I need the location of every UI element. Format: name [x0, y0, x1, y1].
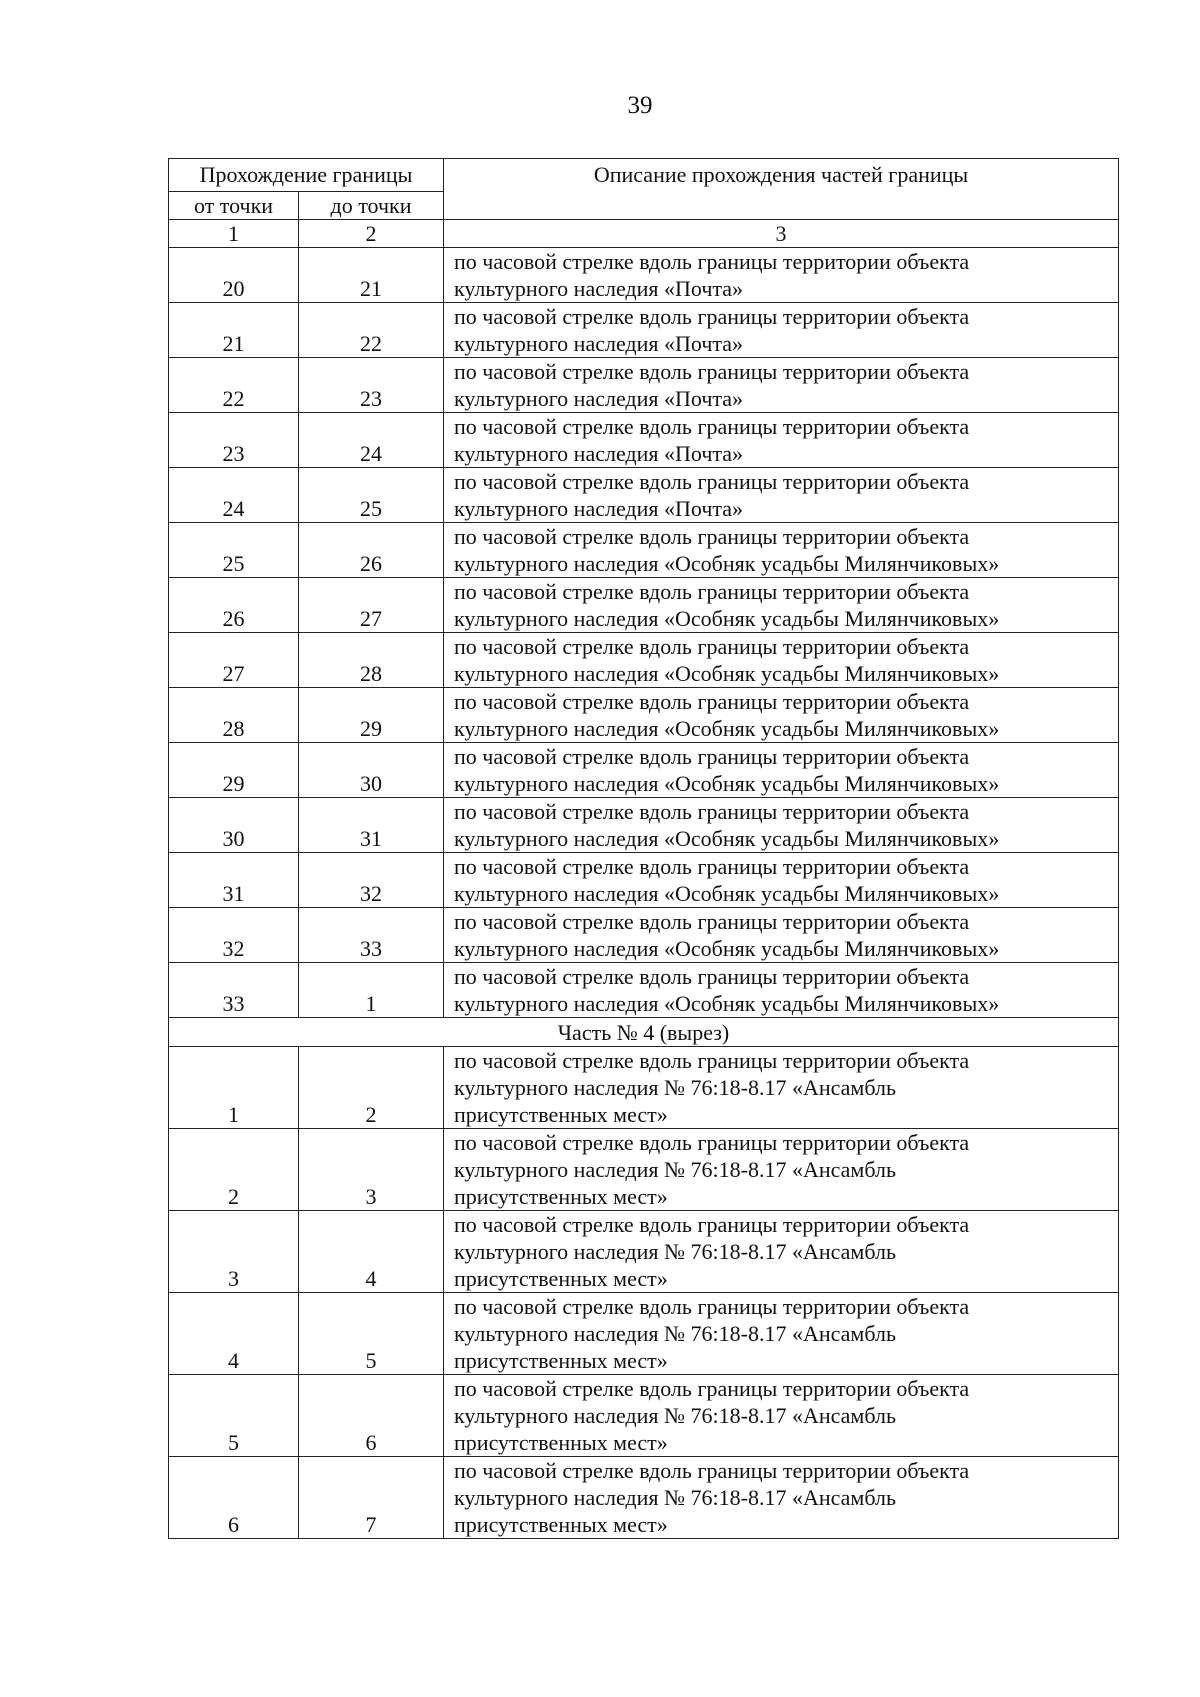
from-point-cell: 26 [169, 578, 299, 633]
description-cell [444, 413, 1119, 468]
header-to-point: до точки [299, 192, 444, 220]
description-line: присутственных мест» [454, 1266, 668, 1291]
header-description: Описание прохождения частей границы [444, 159, 1119, 220]
header-from-point: от точки [169, 192, 299, 220]
description-line: по часовой стрелке вдоль границы территории объекта [454, 359, 970, 384]
description-cell [444, 1129, 1119, 1211]
table-row [169, 303, 1119, 358]
description-line: по часовой стрелке вдоль границы территории объекта [454, 579, 970, 604]
to-point-cell: 33 [299, 908, 444, 963]
description-line: культурного наследия «Почта» [454, 441, 744, 466]
description-line: культурного наследия «Особняк усадьбы Милянчиковых» [454, 771, 1000, 796]
to-point-cell: 3 [299, 1129, 444, 1211]
description-cell [444, 1293, 1119, 1375]
description-line: культурного наследия «Особняк усадьбы Милянчиковых» [454, 991, 1000, 1016]
table-row [169, 248, 1119, 303]
description-line: культурного наследия «Почта» [454, 276, 744, 301]
description-cell [444, 963, 1119, 1018]
from-point-cell: 20 [169, 248, 299, 303]
from-point-cell: 5 [169, 1375, 299, 1457]
from-point-cell: 27 [169, 633, 299, 688]
description-cell [444, 523, 1119, 578]
to-point-cell: 6 [299, 1375, 444, 1457]
from-point-cell: 3 [169, 1211, 299, 1293]
column-number: 3 [444, 220, 1119, 248]
from-point-cell: 1 [169, 1047, 299, 1129]
description-line: присутственных мест» [454, 1102, 668, 1127]
table-row [169, 633, 1119, 688]
to-point-cell: 5 [299, 1293, 444, 1375]
table-row [169, 743, 1119, 798]
from-point-cell: 29 [169, 743, 299, 798]
description-line: культурного наследия «Особняк усадьбы Милянчиковых» [454, 551, 1000, 576]
boundary-table-body [169, 159, 1119, 1539]
description-cell [444, 1375, 1119, 1457]
description-cell [444, 303, 1119, 358]
table-row [169, 1375, 1119, 1457]
table-row [169, 908, 1119, 963]
to-point-cell: 1 [299, 963, 444, 1018]
from-point-cell: 32 [169, 908, 299, 963]
from-point-cell: 21 [169, 303, 299, 358]
description-cell [444, 1457, 1119, 1539]
to-point-cell: 32 [299, 853, 444, 908]
from-point-cell: 2 [169, 1129, 299, 1211]
table-row [169, 1457, 1119, 1539]
table-row [169, 1129, 1119, 1211]
to-point-cell: 26 [299, 523, 444, 578]
description-line: по часовой стрелке вдоль границы территории объекта [454, 414, 970, 439]
from-point-cell: 6 [169, 1457, 299, 1539]
header-row [169, 159, 1119, 192]
description-line: по часовой стрелке вдоль границы территории объекта [454, 249, 970, 274]
description-cell [444, 853, 1119, 908]
column-number-row [169, 220, 1119, 248]
to-point-cell: 29 [299, 688, 444, 743]
table-row [169, 1293, 1119, 1375]
description-line: культурного наследия № 76:18-8.17 «Ансамбль [454, 1403, 896, 1428]
from-point-cell: 4 [169, 1293, 299, 1375]
description-cell [444, 633, 1119, 688]
description-line: культурного наследия «Особняк усадьбы Милянчиковых» [454, 606, 1000, 631]
to-point-cell: 24 [299, 413, 444, 468]
table-row [169, 523, 1119, 578]
table-row [169, 578, 1119, 633]
description-line: культурного наследия «Особняк усадьбы Милянчиковых» [454, 826, 1000, 851]
description-line: по часовой стрелке вдоль границы территории объекта [454, 909, 970, 934]
table-row [169, 468, 1119, 523]
column-number: 2 [299, 220, 444, 248]
to-point-cell: 4 [299, 1211, 444, 1293]
from-point-cell: 23 [169, 413, 299, 468]
description-line: культурного наследия «Почта» [454, 496, 744, 521]
from-point-cell: 28 [169, 688, 299, 743]
description-line: культурного наследия «Особняк усадьбы Милянчиковых» [454, 661, 1000, 686]
to-point-cell: 31 [299, 798, 444, 853]
description-line: культурного наследия «Особняк усадьбы Милянчиковых» [454, 716, 1000, 741]
description-cell [444, 798, 1119, 853]
to-point-cell: 28 [299, 633, 444, 688]
to-point-cell: 2 [299, 1047, 444, 1129]
table-row [169, 798, 1119, 853]
description-cell [444, 358, 1119, 413]
table-row [169, 853, 1119, 908]
description-line: культурного наследия № 76:18-8.17 «Ансамбль [454, 1239, 896, 1264]
description-line: по часовой стрелке вдоль границы территории объекта [454, 854, 970, 879]
description-line: по часовой стрелке вдоль границы территории объекта [454, 524, 970, 549]
description-line: по часовой стрелке вдоль границы территории объекта [454, 1376, 970, 1401]
description-line: культурного наследия № 76:18-8.17 «Ансамбль [454, 1321, 896, 1346]
description-line: культурного наследия № 76:18-8.17 «Ансамбль [454, 1485, 896, 1510]
description-line: присутственных мест» [454, 1348, 668, 1373]
from-point-cell: 31 [169, 853, 299, 908]
from-point-cell: 25 [169, 523, 299, 578]
to-point-cell: 30 [299, 743, 444, 798]
description-line: по часовой стрелке вдоль границы территории объекта [454, 964, 970, 989]
description-line: по часовой стрелке вдоль границы территории объекта [454, 469, 970, 494]
description-line: присутственных мест» [454, 1430, 668, 1455]
description-cell [444, 578, 1119, 633]
table-row [169, 413, 1119, 468]
to-point-cell: 23 [299, 358, 444, 413]
description-line: по часовой стрелке вдоль границы территории объекта [454, 1048, 970, 1073]
from-point-cell: 24 [169, 468, 299, 523]
description-line: присутственных мест» [454, 1184, 668, 1209]
description-line: культурного наследия «Почта» [454, 386, 744, 411]
table-row [169, 1211, 1119, 1293]
description-line: культурного наследия № 76:18-8.17 «Ансамбль [454, 1075, 896, 1100]
part-title: Часть № 4 (вырез) [169, 1018, 1119, 1047]
description-cell [444, 1047, 1119, 1129]
description-line: по часовой стрелке вдоль границы территории объекта [454, 1212, 970, 1237]
description-line: по часовой стрелке вдоль границы территории объекта [454, 1130, 970, 1155]
description-cell [444, 688, 1119, 743]
description-line: присутственных мест» [454, 1512, 668, 1537]
table-row [169, 688, 1119, 743]
description-line: по часовой стрелке вдоль границы территории объекта [454, 1458, 970, 1483]
table-row [169, 1047, 1119, 1129]
part-title-row [169, 1018, 1119, 1047]
to-point-cell: 7 [299, 1457, 444, 1539]
description-line: по часовой стрелке вдоль границы территории объекта [454, 744, 970, 769]
to-point-cell: 21 [299, 248, 444, 303]
header-boundary-passage: Прохождение границы [169, 159, 444, 192]
to-point-cell: 25 [299, 468, 444, 523]
description-line: по часовой стрелке вдоль границы территории объекта [454, 304, 970, 329]
description-cell [444, 248, 1119, 303]
description-cell [444, 1211, 1119, 1293]
description-line: культурного наследия «Почта» [454, 331, 744, 356]
to-point-cell: 22 [299, 303, 444, 358]
description-line: культурного наследия № 76:18-8.17 «Ансамбль [454, 1157, 896, 1182]
description-cell [444, 743, 1119, 798]
description-cell [444, 908, 1119, 963]
from-point-cell: 22 [169, 358, 299, 413]
page-number: 39 [627, 92, 653, 119]
description-cell [444, 468, 1119, 523]
description-line: по часовой стрелке вдоль границы территории объекта [454, 634, 970, 659]
description-line: по часовой стрелке вдоль границы территории объекта [454, 689, 970, 714]
table-row [169, 358, 1119, 413]
from-point-cell: 33 [169, 963, 299, 1018]
to-point-cell: 27 [299, 578, 444, 633]
description-line: по часовой стрелке вдоль границы территории объекта [454, 1294, 970, 1319]
description-line: по часовой стрелке вдоль границы территории объекта [454, 799, 970, 824]
from-point-cell: 30 [169, 798, 299, 853]
boundary-table [168, 158, 1119, 1539]
table-row [169, 963, 1119, 1018]
description-line: культурного наследия «Особняк усадьбы Милянчиковых» [454, 881, 1000, 906]
description-line: культурного наследия «Особняк усадьбы Милянчиковых» [454, 936, 1000, 961]
column-number: 1 [169, 220, 299, 248]
